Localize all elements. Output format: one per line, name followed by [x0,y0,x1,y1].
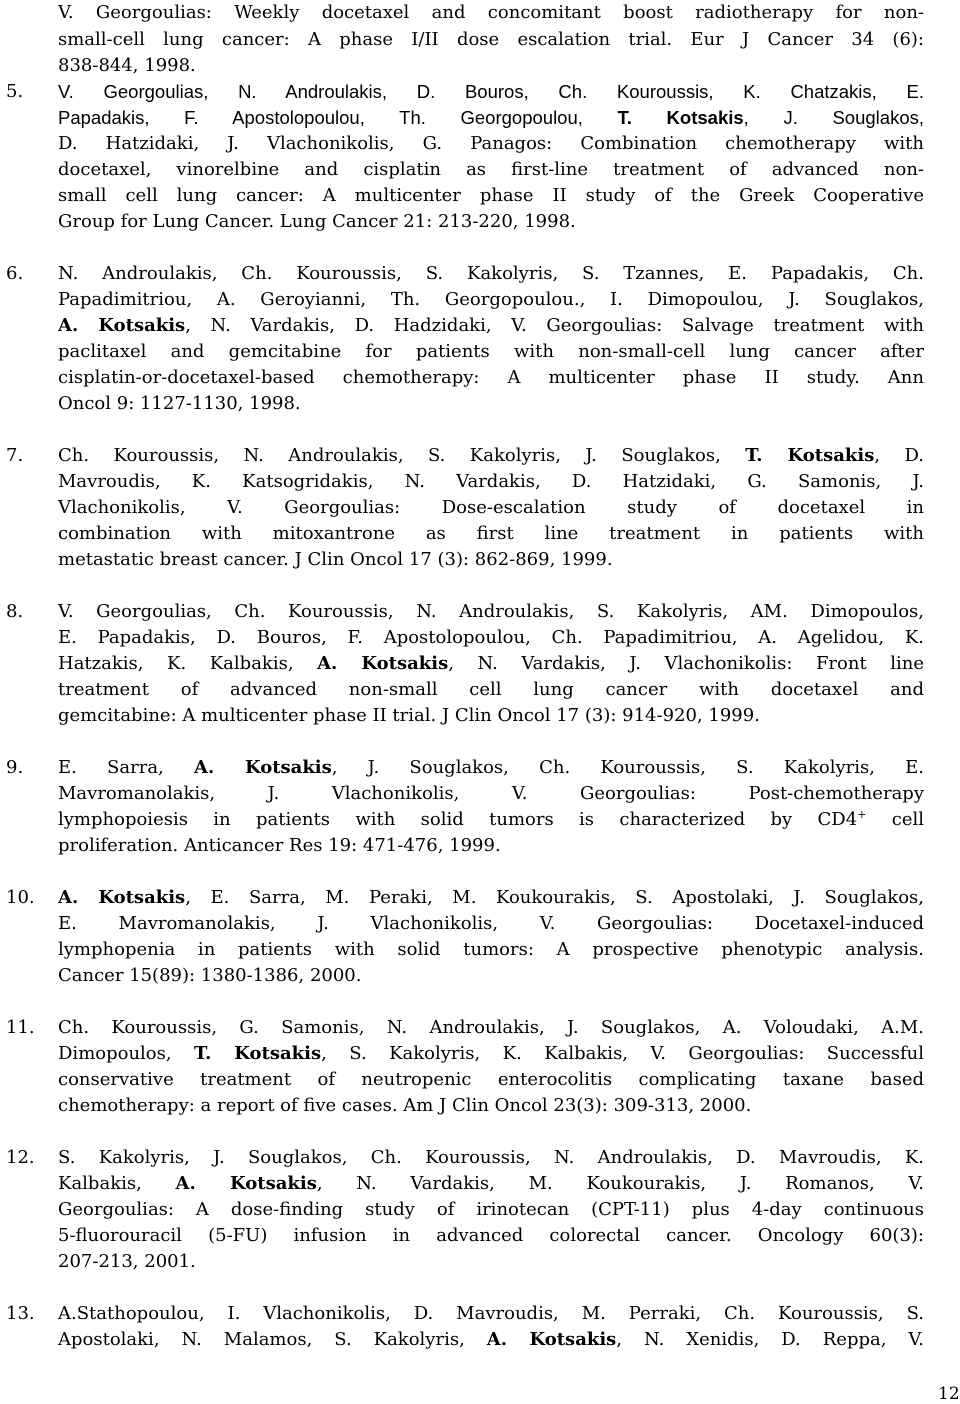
reference-line [58,339,924,365]
reference-number: 7. [6,445,24,466]
reference-text: E. Papadakis, D. Bouros, F. Apostolopoulou, Ch. Papadimitriou, A. Agelidou, K. [58,627,924,648]
reference-text: Mavroudis, K. Katsogridakis, N. Vardakis, D. Hatzidaki, G. Samonis, J. [58,471,924,492]
reference-text: 207-213, 2001. [58,1251,196,1272]
reference-text: D. Hatzidaki, J. Vlachonikolis, G. Panagos: Combination chemotherapy with [58,133,924,154]
reference-text: , S. Kakolyris, K. Kalbakis, V. Georgoulias: Successful [321,1043,924,1064]
page-number: 12 [938,1384,960,1404]
reference-text: chemotherapy: a report of five cases. Am J Clin Oncol 23(3): 309-313, 2000. [58,1095,752,1116]
reference-text: Ch. Kouroussis, G. Samonis, N. Androulakis, J. Souglakos, A. Voloudaki, A.M. [58,1017,924,1038]
reference-line: 838-844, 1998. [58,55,196,76]
reference-text: , J. Souglakos, Ch. Kouroussis, S. Kakolyris, E. [331,757,924,778]
reference-text: small cell lung cancer: A multicenter phase II study of the Greek Cooperative [58,185,924,206]
reference-text: , E. Sarra, M. Peraki, M. Koukourakis, S. Apostolaki, J. Souglakos, [185,887,924,908]
reference-text: docetaxel, vinorelbine and cisplatin as first-line treatment of advanced non- [58,159,924,180]
reference-number: 12. [6,1147,35,1168]
reference-text: , N. Xenidis, D. Reppa, V. [616,1329,924,1350]
reference-text: paclitaxel and gemcitabine for patients with non-small-cell lung cancer after [58,341,924,362]
reference-line [58,547,924,573]
reference-text: cisplatin-or-docetaxel-based chemotherapy: A multicenter phase II study. Ann [58,367,924,388]
reference-line [58,79,924,105]
reference-text: Ch. Kouroussis, N. Androulakis, S. Kakolyris, J. Souglakos, [58,445,746,466]
reference-number: 8. [6,601,24,622]
reference-text: proliferation. Anticancer Res 19: 471-476, 1999. [58,835,501,856]
reference-line [58,391,924,417]
reference-text: cell [866,809,924,830]
reference-line [58,287,924,313]
reference-text: lymphopoiesis in patients with solid tumors is characterized by CD4 [58,809,858,830]
reference-number: 13. [6,1303,35,1324]
reference-line [58,183,924,209]
reference-text: Kalbakis, [58,1173,176,1194]
author-highlight: A. Kotsakis [58,887,186,908]
reference-line [58,1015,924,1041]
reference-text: + [857,808,867,821]
author-highlight: T. Kotsakis [617,107,744,128]
reference-line [58,911,924,937]
reference-number: 9. [6,757,24,778]
reference-text: , N. Vardakis, D. Hadzidaki, V. Georgoulias: Salvage treatment with [185,315,924,336]
reference-text: Oncol 9: 1127-1130, 1998. [58,393,301,414]
reference-line: small-cell lung cancer: A phase I/II dose escalation trial. Eur J Cancer 34 (6): [58,29,924,50]
reference-number: 10. [6,887,35,908]
reference-line [58,599,924,625]
reference-text: , N. Vardakis, M. Koukourakis, J. Romanos, V. [316,1173,924,1194]
author-highlight: A. Kotsakis [175,1173,317,1194]
reference-text: metastatic breast cancer. J Clin Oncol 17 (3): 862-869, 1999. [58,549,613,570]
reference-text: conservative treatment of neutropenic enterocolitis complicating taxane based [58,1069,924,1090]
reference-text: Papadakis, F. Apostolopoulou, Th. Georgopoulou, [58,107,618,128]
author-highlight: T. Kotsakis [745,445,875,466]
reference-line [58,885,924,911]
reference-line: V. Georgoulias: Weekly docetaxel and concomitant boost radiotherapy for non- [58,2,924,23]
reference-line [58,963,924,989]
author-highlight: A. Kotsakis [58,315,186,336]
reference-line [58,677,924,703]
reference-text: Group for Lung Cancer. Lung Cancer 21: 213-220, 1998. [58,211,576,232]
reference-line [58,1301,924,1327]
reference-text: Cancer 15(89): 1380-1386, 2000. [58,965,362,986]
reference-text: , N. Vardakis, J. Vlachonikolis: Front line [448,653,924,674]
reference-line [58,1327,924,1353]
reference-line [58,1145,924,1171]
reference-text: 5-fluorouracil (5-FU) infusion in advanced colorectal cancer. Oncology 60(3): [58,1225,924,1246]
reference-text: combination with mitoxantrone as first line treatment in patients with [58,523,924,544]
reference-line [58,1223,924,1249]
reference-line [58,209,924,235]
reference-number: 11. [6,1017,35,1038]
author-highlight: T. Kotsakis [194,1043,322,1064]
reference-line [58,1041,924,1067]
reference-line [58,651,924,677]
reference-text: N. Androulakis, Ch. Kouroussis, S. Kakolyris, S. Tzannes, E. Papadakis, Ch. [58,263,924,284]
author-highlight: A. Kotsakis [317,653,449,674]
reference-number: 5. [6,81,24,102]
reference-text: Mavromanolakis, J. Vlachonikolis, V. Georgoulias: Post-chemotherapy [58,783,924,804]
reference-line [58,703,924,729]
reference-line [58,1197,924,1223]
reference-text: Dimopoulos, [58,1043,195,1064]
reference-text: E. Mavromanolakis, J. Vlachonikolis, V. Georgoulias: Docetaxel-induced [58,913,924,934]
reference-line [58,469,924,495]
reference-text: treatment of advanced non-small cell lung cancer with docetaxel and [58,679,924,700]
reference-line [58,105,924,131]
reference-line [58,781,924,807]
reference-line [58,1093,924,1119]
reference-line [58,1067,924,1093]
reference-line [58,521,924,547]
reference-text: V. Georgoulias, Ch. Kouroussis, N. Androulakis, S. Kakolyris, AM. Dimopoulos, [58,601,924,622]
reference-text: A.Stathopoulou, I. Vlachonikolis, D. Mavroudis, M. Perraki, Ch. Kouroussis, S. [58,1303,924,1324]
author-highlight: A. Kotsakis [193,757,332,778]
reference-text: Hatzakis, K. Kalbakis, [58,653,318,674]
reference-line [58,807,924,833]
author-highlight: A. Kotsakis [486,1329,617,1350]
reference-line [58,755,924,781]
reference-line [58,313,924,339]
reference-line [58,625,924,651]
reference-line [58,131,924,157]
reference-line [58,157,924,183]
reference-line [58,261,924,287]
reference-line [58,1171,924,1197]
reference-text: V. Georgoulias, N. Androulakis, D. Bouros, Ch. Kouroussis, K. Chatzakis, E. [58,81,924,102]
reference-text: E. Sarra, [58,757,194,778]
reference-text: Georgoulias: A dose-finding study of irinotecan (CPT-11) plus 4-day continuous [58,1199,924,1220]
reference-line [58,365,924,391]
reference-text: Apostolaki, N. Malamos, S. Kakolyris, [58,1329,487,1350]
reference-text: , J. Souglakos, [743,107,924,128]
reference-text: Papadimitriou, A. Geroyianni, Th. Georgopoulou., I. Dimopoulou, J. Souglakos, [58,289,924,310]
reference-text: , D. [874,445,924,466]
reference-number: 6. [6,263,24,284]
reference-text: lymphopenia in patients with solid tumors: A prospective phenotypic analysis. [58,939,924,960]
reference-line [58,937,924,963]
reference-text: S. Kakolyris, J. Souglakos, Ch. Kouroussis, N. Androulakis, D. Mavroudis, K. [58,1147,924,1168]
reference-line [58,495,924,521]
reference-text: Vlachonikolis, V. Georgoulias: Dose-escalation study of docetaxel in [58,497,924,518]
reference-text: gemcitabine: A multicenter phase II trial. J Clin Oncol 17 (3): 914-920, 1999. [58,705,760,726]
reference-line [58,833,924,859]
reference-line [58,1249,924,1275]
reference-line [58,443,924,469]
